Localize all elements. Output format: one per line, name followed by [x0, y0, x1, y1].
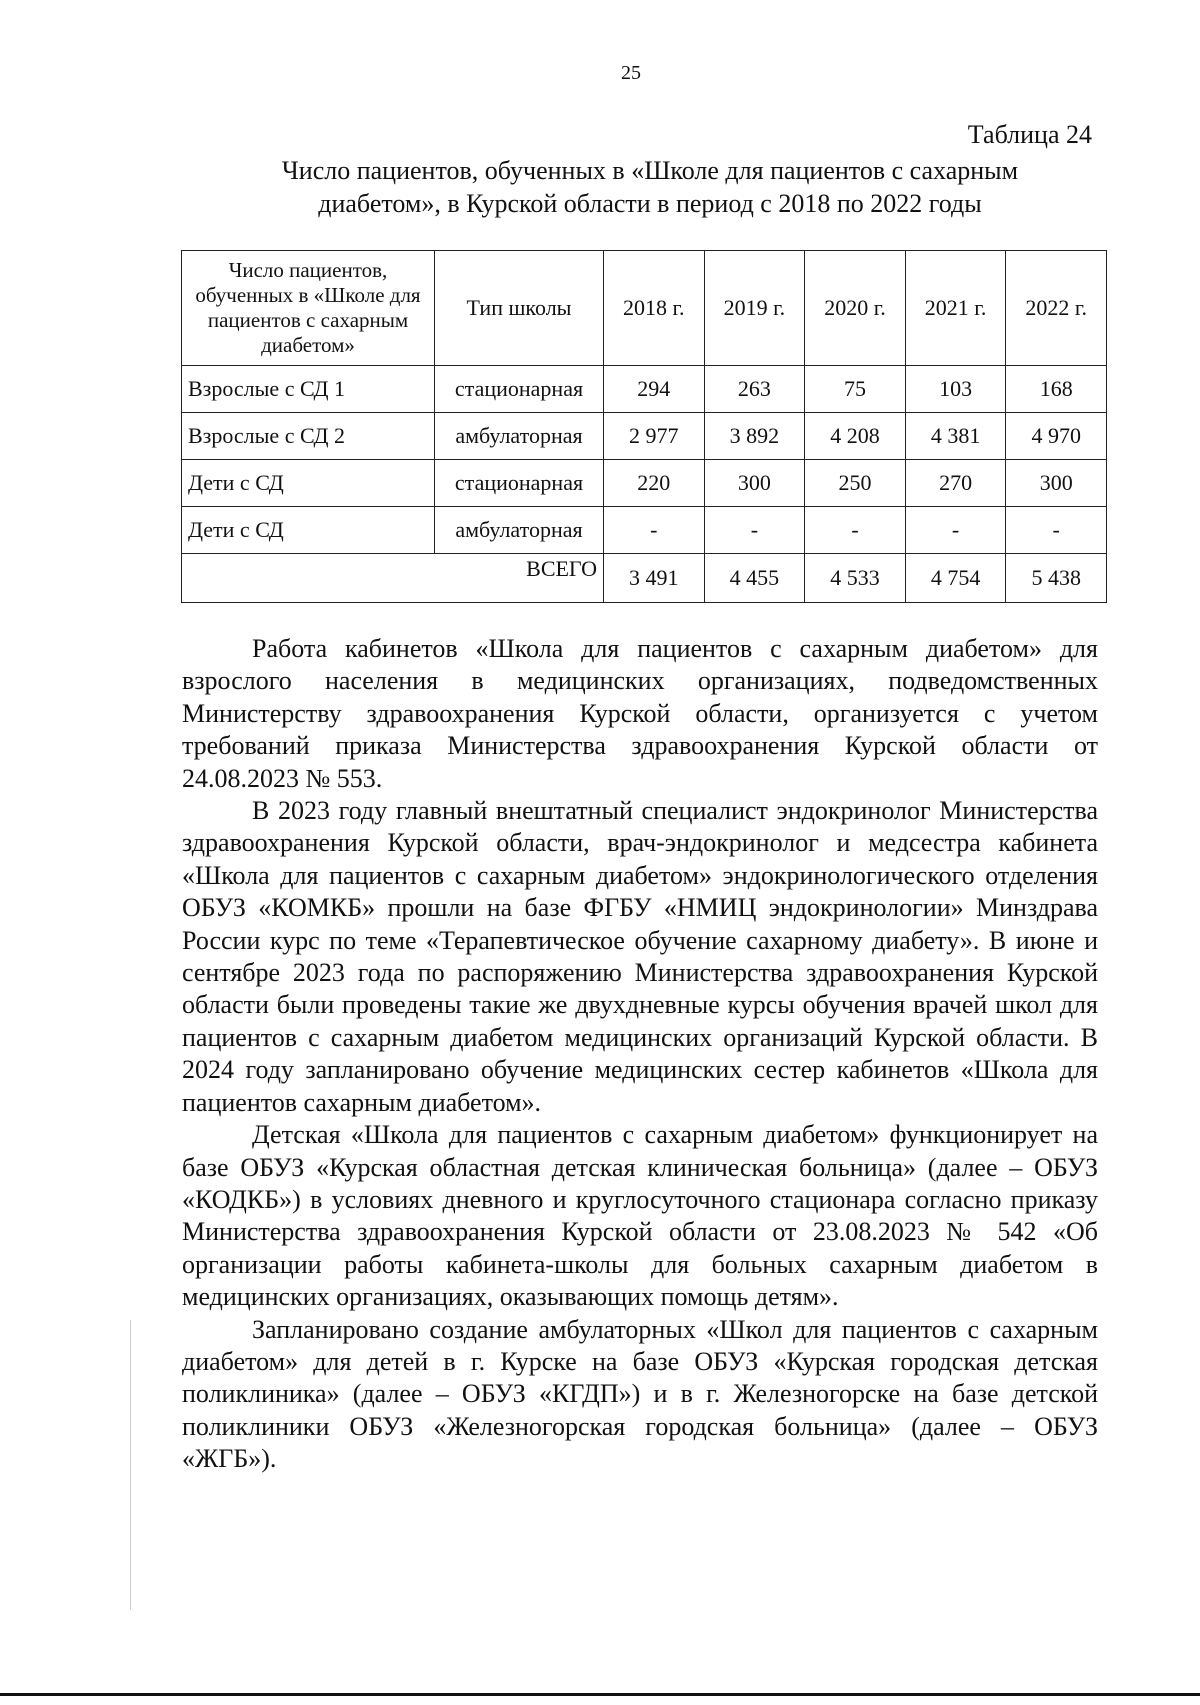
table-total-row — [182, 554, 1107, 603]
table-cell-value: 168 — [1006, 366, 1107, 413]
table-total-label: ВСЕГО — [182, 554, 604, 603]
table-cell-value: 75 — [805, 366, 906, 413]
table-cell-value: 263 — [704, 366, 805, 413]
table-total-value: 4 754 — [905, 554, 1006, 603]
column-header-year: 2022 г. — [1006, 251, 1107, 366]
table-header-row — [182, 251, 1107, 366]
table-cell-value: 294 — [604, 366, 705, 413]
table-cell-value: - — [1006, 507, 1107, 554]
column-header-year: 2020 г. — [805, 251, 906, 366]
table-cell-category: Взрослые с СД 1 — [182, 366, 435, 413]
table-caption — [200, 154, 1100, 220]
paragraph: Детская «Школа для пациентов с сахарным диабетом» функционирует на базе ОБУЗ «Курская областная детская клиническая больница» (далее – ОБУЗ «КОДКБ») в условиях дневного и круглосуточного стационара согласно приказу Министерства здравоохранения Курской области от 23.08.2023 № 542 «Об организации работы кабинета-школы для больных сахарным диабетом в медицинских организациях, оказывающих помощь детям». — [182, 1120, 1098, 1312]
table-cell-value: - — [604, 507, 705, 554]
table-cell-value: 4 381 — [905, 413, 1006, 460]
table-label: Таблица 24 — [967, 120, 1092, 149]
table-cell-school-type: амбулаторная — [435, 413, 604, 460]
table-cell-value: - — [704, 507, 805, 554]
table-cell-category: Взрослые с СД 2 — [182, 413, 435, 460]
table-row — [182, 460, 1107, 507]
table-cell-category: Дети с СД — [182, 460, 435, 507]
page-bottom-rule — [0, 1693, 1200, 1696]
column-header-school-type: Тип школы — [435, 251, 604, 366]
table-cell-value: 103 — [905, 366, 1006, 413]
body-text — [182, 633, 1098, 1476]
paragraph: Запланировано создание амбулаторных «Школ для пациентов с сахарным диабетом» для детей в г. Курске на базе ОБУЗ «Курская городская детская поликлиника» (далее – ОБУЗ «КГДП») и в г. Железногорске на базе детской поликлиники ОБУЗ «Железногорская городская больница» (далее – ОБУЗ «ЖГБ»). — [182, 1314, 1098, 1474]
table-cell-category: Дети с СД — [182, 507, 435, 554]
table-row — [182, 507, 1107, 554]
column-header-year: 2018 г. — [604, 251, 705, 366]
table-cell-value: 4 208 — [805, 413, 906, 460]
table-total-value: 5 438 — [1006, 554, 1107, 603]
table-cell-value: 4 970 — [1006, 413, 1107, 460]
table-cell-value: 3 892 — [704, 413, 805, 460]
table-cell-value: - — [805, 507, 906, 554]
table-row — [182, 366, 1107, 413]
table-cell-value: 300 — [704, 460, 805, 507]
table-cell-school-type: амбулаторная — [435, 507, 604, 554]
table-total-value: 3 491 — [604, 554, 705, 603]
column-header-year: 2019 г. — [704, 251, 805, 366]
table-cell-value: 270 — [905, 460, 1006, 507]
column-header-year: 2021 г. — [905, 251, 1006, 366]
table-row — [182, 413, 1107, 460]
table-cell-school-type: стационарная — [435, 460, 604, 507]
table-cell-value: - — [905, 507, 1006, 554]
scan-margin-mark — [130, 1320, 131, 1610]
column-header-category: Число пациентов, обученных в «Школе для пациентов с сахарным диабетом» — [182, 251, 435, 366]
table-cell-value: 220 — [604, 460, 705, 507]
table-caption-line: Число пациентов, обученных в «Школе для пациентов с сахарным — [281, 156, 1019, 185]
table-caption-line: диабетом», в Курской области в период с 2018 по 2022 годы — [318, 189, 982, 218]
paragraph: В 2023 году главный внештатный специалист эндокринолог Министерства здравоохранения Курской области, врач-эндокринолог и медсестра кабинета «Школа для пациентов с сахарным диабетом» эндокринологического отделения ОБУЗ «КОМКБ» прошли на базе ФГБУ «НМИЦ эндокринологии» Минздрава России курс по теме «Терапевтическое обучение сахарному диабету». В июне и сентябре 2023 года по распоряжению Министерства здравоохранения Курской области были проведены такие же двухдневные курсы обучения врачей школ для пациентов с сахарным диабетом медицинских организаций Курской области. В 2024 году запланировано обучение медицинских сестер кабинетов «Школа для пациентов сахарным диабетом». — [182, 796, 1098, 1117]
paragraph: Работа кабинетов «Школа для пациентов с сахарным диабетом» для взрослого населения в медицинских организациях, подведомственных Министерству здравоохранения Курской области, организуется с учетом требований приказа Министерства здравоохранения Курской области от 24.08.2023 № 553. — [182, 634, 1098, 793]
table-cell-value: 300 — [1006, 460, 1107, 507]
table-cell-value: 250 — [805, 460, 906, 507]
statistics-table — [181, 250, 1107, 603]
table-cell-value: 2 977 — [604, 413, 705, 460]
table-total-value: 4 533 — [805, 554, 906, 603]
page-number: 25 — [621, 62, 641, 84]
table-total-value: 4 455 — [704, 554, 805, 603]
table-cell-school-type: стационарная — [435, 366, 604, 413]
